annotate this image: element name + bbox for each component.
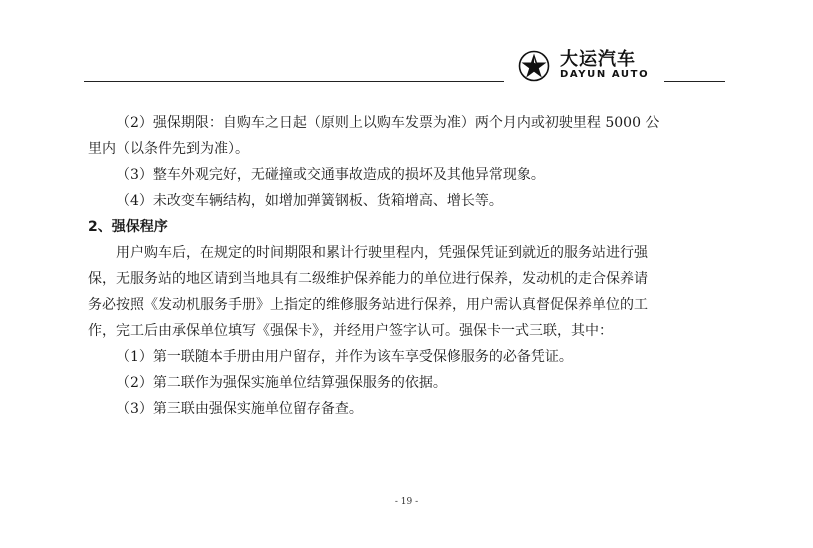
logo-chinese-text: 大运汽车 <box>560 49 636 70</box>
page-number: - 19 - <box>394 497 419 507</box>
list-item-copy-1: （1）第一联随本手册由用户留存，并作为该车享受保修服务的必备凭证。 <box>116 349 573 365</box>
paragraph-condition-3: （3）整车外观完好，无碰撞或交通事故造成的损坏及其他异常现象。 <box>116 167 545 183</box>
paragraph-warranty-period: （2）强保期限：自购车之日起（原则上以购车发票为准）两个月内或初驶里程 5000 公 <box>116 115 660 131</box>
logo-english-text: DAYUN AUTO <box>560 69 650 80</box>
paragraph-procedure-line3: 务必按照《发动机服务手册》上指定的维修服务站进行保养，用户需认真督促保养单位的工 <box>88 297 648 313</box>
list-item-copy-3: （3）第三联由强保实施单位留存备查。 <box>116 401 363 417</box>
paragraph-procedure-line2: 保，无服务站的地区请到当地具有二级维护保养能力的单位进行保养，发动机的走合保养请 <box>88 271 648 287</box>
section-heading: 2、强保程序 <box>88 219 168 235</box>
paragraph-condition-4: （4）未改变车辆结构，如增加弹簧钢板、货箱增高、增长等。 <box>116 193 503 209</box>
list-item-copy-2: （2）第二联作为强保实施单位结算强保服务的依据。 <box>116 375 447 391</box>
paragraph-procedure-line4: 作，完工后由承保单位填写《强保卡》，并经用户签字认可。强保卡一式三联，其中： <box>88 323 613 339</box>
header-rule-right <box>664 81 725 82</box>
header-rule-left <box>84 81 504 82</box>
paragraph-procedure-line1: 用户购车后，在规定的时间期限和累计行驶里程内，凭强保凭证到就近的服务站进行强 <box>116 245 648 261</box>
page-body <box>88 110 728 422</box>
paragraph-warranty-period-cont: 里内（以条件先到为准）。 <box>88 141 249 157</box>
star-emblem-icon <box>518 50 550 82</box>
